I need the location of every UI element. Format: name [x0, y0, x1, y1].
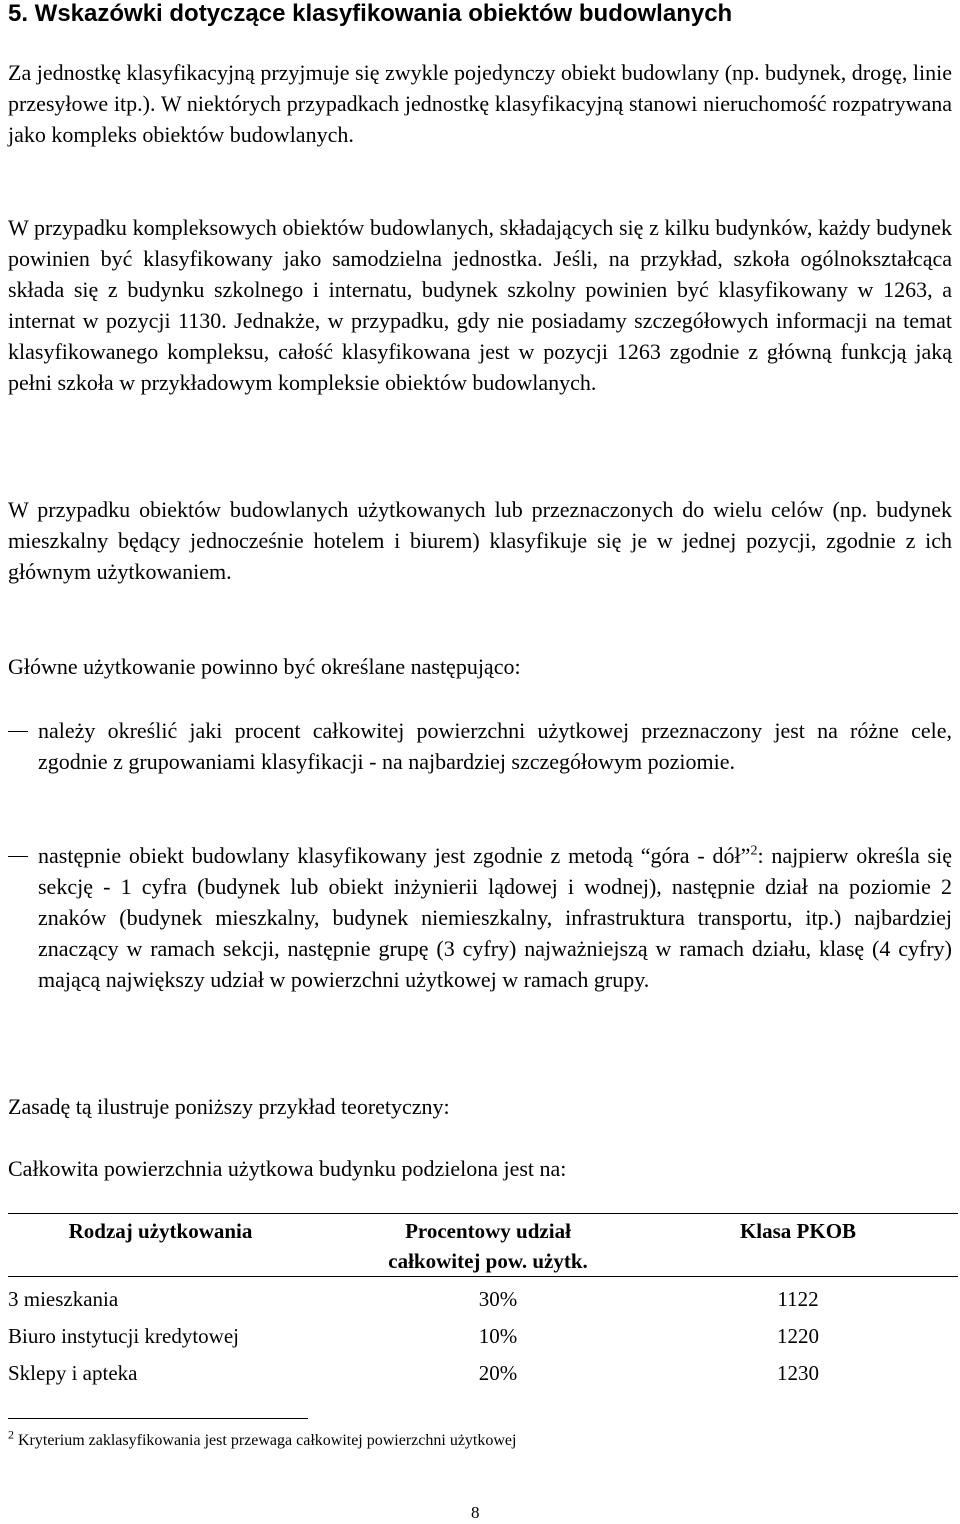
dash-bullet-icon	[8, 731, 28, 732]
table-header-share-line1: Procentowy udział	[405, 1219, 571, 1243]
cell-usage: 3 mieszkania	[8, 1287, 119, 1311]
cell-class: 1230	[777, 1361, 819, 1385]
table-header-rule	[8, 1276, 958, 1277]
paragraph-classification-unit: Za jednostkę klasyfikacyjną przyjmuje się zwykle pojedynczy obiekt budowlany (np. budynek, drogę, linie przesyłowe itp.). W niektórych przypadkach jednostkę klasyfikacyjną stanowi nieruchomość rozpatrywana jako kompleks obiektów budowlanych.	[8, 60, 952, 147]
bullet-text-rest: : najpierw określa się sekcję - 1 cyfra (budynek lub obiekt inżynierii lądowej i wodnej), następnie dział na poziomie 2 znaków (budynek mieszkalny, budynek niemieszkalny, infrastruktura transportu, itp.) najbardziej znaczący w ramach sekcji, następnie grupę (3 cyfry) najważniejszą w ramach działu, klasę (4 cyfry) mającą największy udział w powierzchni użytkowej w ramach grupy.	[38, 843, 952, 992]
cell-share: 20%	[478, 1361, 518, 1385]
example-intro: Zasadę tą ilustruje poniższy przykład teoretyczny:	[8, 1094, 450, 1119]
bullet-text-start: następnie obiekt budowlany klasyfikowany jest zgodnie z metodą “góra - dół”	[38, 843, 751, 868]
page-number: 8	[471, 1503, 480, 1522]
footnote-number: 2	[8, 1427, 14, 1442]
paragraph-complex-objects: W przypadku kompleksowych obiektów budowlanych, składających się z kilku budynków, każdy budynek powinien być klasyfikowany jako samodzielna jednostka. Jeśli, na przykład, szkoła ogólnokształcąca składa się z budynku szkolnego i internatu, budynek szkolny powinien być klasyfikowany w 1263, a internat w pozycji 1130. Jednakże, w przypadku, gdy nie posiadamy szczegółowych informacji na temat klasyfikowanego kompleksu, całość klasyfikowana jest w pozycji 1263 zgodnie z główną funkcją jaką pełni szkoła w przykładowym kompleksie obiektów budowlanych.	[8, 215, 952, 395]
paragraph-main-use: Główne użytkowanie powinno być określane następująco:	[8, 654, 521, 679]
cell-usage: Biuro instytucji kredytowej	[8, 1324, 239, 1348]
footnote-reference: 2	[750, 843, 758, 859]
footnote	[8, 1427, 517, 1452]
bullet-text: należy określić jaki procent całkowitej powierzchni użytkowej przeznaczony jest na różne cele, zgodnie z grupowaniami klasyfikacji - na najbardziej szczegółowym poziomie.	[38, 718, 952, 774]
cell-usage: Sklepy i apteka	[8, 1361, 138, 1385]
table-header-share	[348, 1216, 628, 1276]
table-header-usage: Rodzaj użytkowania	[68, 1219, 253, 1243]
table-header-class: Klasa PKOB	[739, 1219, 857, 1243]
footnote-text: Kryterium zaklasyfikowania jest przewaga całkowitej powierzchni użytkowej	[14, 1432, 517, 1449]
footnote-separator	[8, 1418, 308, 1419]
cell-class: 1220	[777, 1324, 819, 1348]
section-heading: 5. Wskazówki dotyczące klasyfikowania obiektów budowlanych	[8, 0, 733, 27]
cell-share: 10%	[478, 1324, 518, 1348]
dash-bullet-icon	[8, 856, 28, 857]
bullet-text	[38, 840, 952, 995]
area-intro: Całkowita powierzchnia użytkowa budynku podzielona jest na:	[8, 1156, 567, 1181]
table-header-share-line2: całkowitej pow. użytk.	[388, 1249, 588, 1273]
table-top-rule	[8, 1213, 958, 1214]
cell-share: 30%	[478, 1287, 518, 1311]
cell-class: 1122	[777, 1287, 819, 1311]
paragraph-multi-purpose: W przypadku obiektów budowlanych użytkowanych lub przeznaczonych do wielu celów (np. budynek mieszkalny będący jednocześnie hotelem i biurem) klasyfikuje się je w jednej pozycji, zgodnie z ich głównym użytkowaniem.	[8, 497, 952, 584]
